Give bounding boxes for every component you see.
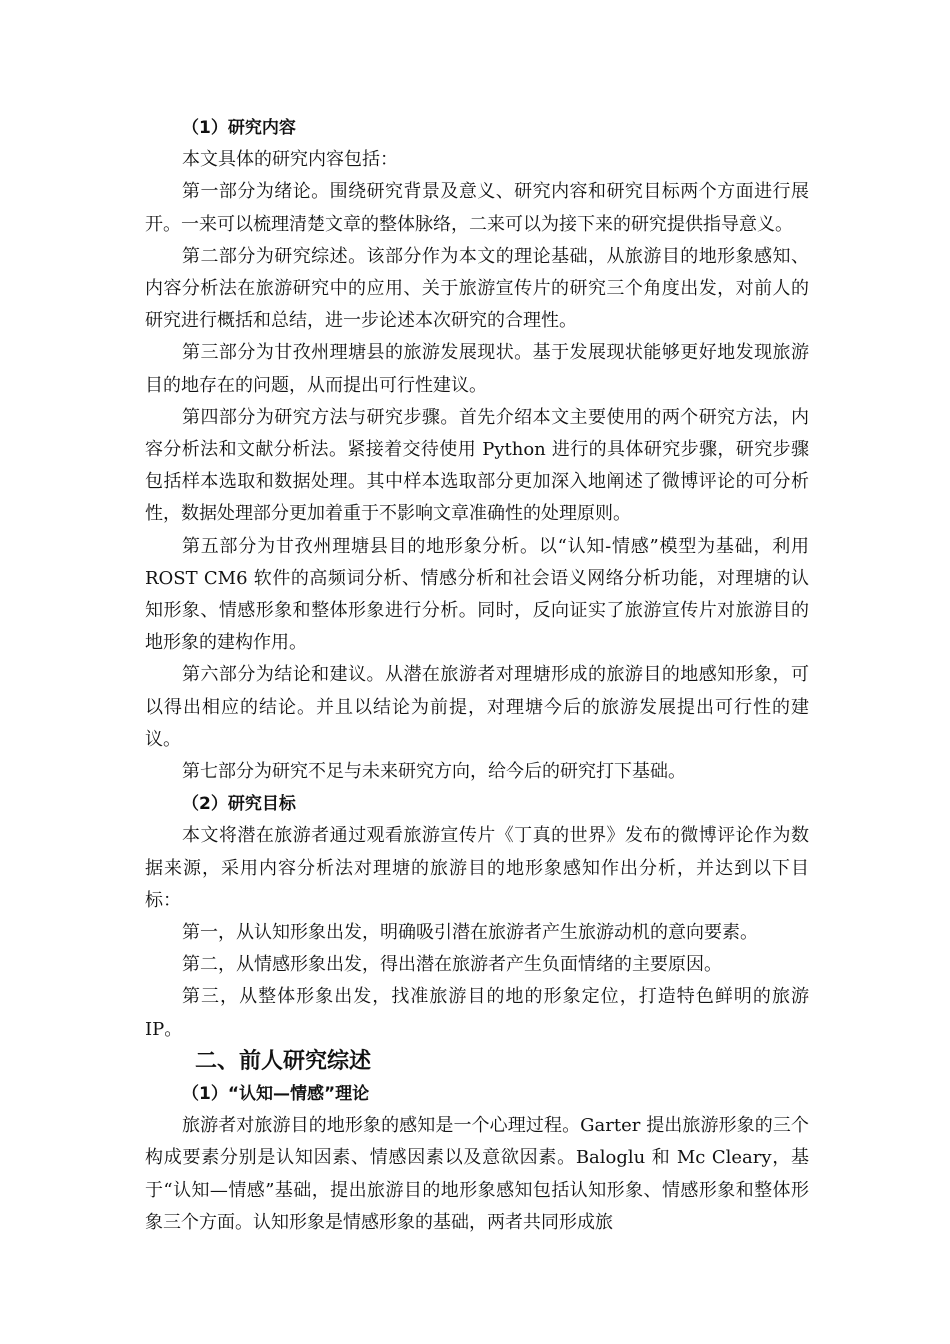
paragraph-goal1: 第一，从认知形象出发，明确吸引潜在旅游者产生旅游动机的意向要素。 — [182, 922, 758, 944]
paragraph-part1: 第一部分为绪论。围绕研究背景及意义、研究内容和研究目标两个方面进行展开。一来可以梳理清楚文章的整体脉络，二来可以为接下来的研究提供指导意义。 — [145, 181, 809, 235]
paragraph-theory: 旅游者对旅游目的地形象的感知是一个心理过程。Garter 提出旅游形象的三个构成要素分别是认知因素、情感因素以及意欲因素。Baloglu 和 Mc Cleary，基于“认知—情感”基础，提出旅游目的地形象感知包括认知形象、情感形象和整体形象三个方面。认知形象是情感形象的基础，两者共同形成旅 — [145, 1115, 809, 1233]
paragraph-goal2: 第二，从情感形象出发，得出潜在旅游者产生负面情绪的主要原因。 — [182, 954, 722, 976]
heading-research-goal: （2）研究目标 — [182, 794, 296, 815]
paragraph-part7: 第七部分为研究不足与未来研究方向，给今后的研究打下基础。 — [182, 761, 686, 783]
paragraph-goal-intro: 本文将潜在旅游者通过观看旅游宣传片《丁真的世界》发布的微博评论作为数据来源，采用内容分析法对理塘的旅游目的地形象感知作出分析，并达到以下目标： — [145, 825, 809, 911]
paragraph-part6: 第六部分为结论和建议。从潜在旅游者对理塘形成的旅游目的地感知形象，可以得出相应的结论。并且以结论为前提，对理塘今后的旅游发展提出可行性的建议。 — [145, 664, 809, 750]
paragraph-intro: 本文具体的研究内容包括： — [182, 149, 398, 171]
section-title-literature-review: 二、前人研究综述 — [195, 1048, 372, 1074]
heading-research-content: （1）研究内容 — [182, 118, 296, 138]
paragraph-part5: 第五部分为甘孜州理塘县目的地形象分析。以“认知-情感”模型为基础，利用 ROST CM6 软件的高频词分析、情感分析和社会语义网络分析功能，对理塘的认知形象、情感形象和整体形象进行分析。同时，反向证实了旅游宣传片对旅游目的地形象的建构作用。 — [145, 535, 809, 654]
heading-theory: （1）“认知—情感”理论 — [182, 1083, 370, 1104]
paragraph-part2: 第二部分为研究综述。该部分作为本文的理论基础，从旅游目的地形象感知、内容分析法在旅游研究中的应用、关于旅游宣传片的研究三个角度出发，对前人的研究进行概括和总结，进一步论述本次研究的合理性。 — [145, 245, 809, 332]
paragraph-part3: 第三部分为甘孜州理塘县的旅游发展现状。基于发展现状能够更好地发现旅游目的地存在的问题，从而提出可行性建议。 — [145, 342, 809, 396]
paragraph-goal3: 第三，从整体形象出发，找准旅游目的地的形象定位，打造特色鲜明的旅游 IP。 — [145, 986, 809, 1040]
paragraph-part4: 第四部分为研究方法与研究步骤。首先介绍本文主要使用的两个研究方法，内容分析法和文献分析法。紧接着交待使用 Python 进行的具体研究步骤，研究步骤包括样本选取和数据处理。其中样本选取部分更加深入地阐述了微博评论的可分析性，数据处理部分更加着重于不影响文章准确性的处理原则。 — [145, 406, 809, 525]
document-body — [145, 112, 809, 1239]
